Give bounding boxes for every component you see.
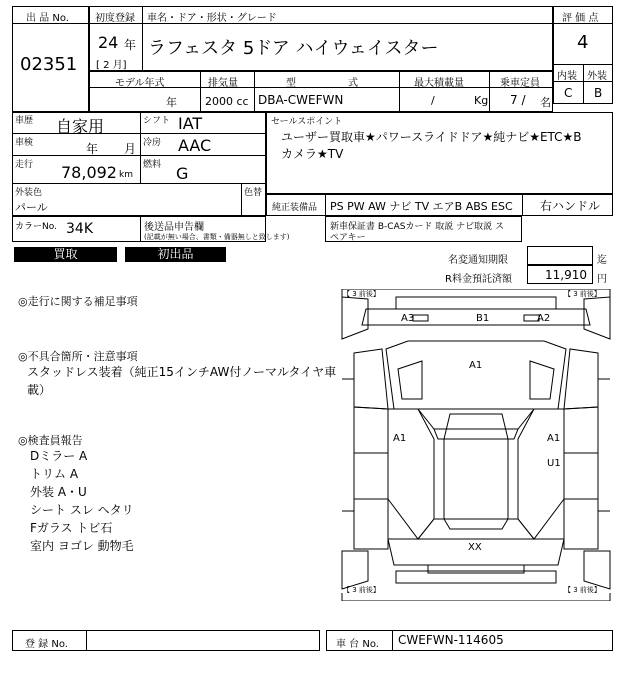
chassis-label: 車 台 No.: [336, 639, 379, 650]
car-diagram: [338, 289, 614, 601]
defect-text-1: スタッドレス装着（純正15インチAW付ノーマルタイヤ車: [27, 365, 337, 379]
first-reg-month: [ 2 月]: [96, 60, 127, 71]
corner-label-br: 【 3 前後】: [564, 586, 601, 594]
equip-label: 純正装備品: [272, 203, 318, 213]
history: 自家用: [56, 117, 105, 136]
handle: 右ハンドル: [540, 199, 601, 213]
lot-label: 出 品 No.: [26, 13, 69, 24]
corner-label-bl: 【 3 前後】: [343, 586, 380, 594]
exterior-label: 外装: [587, 71, 607, 82]
displacement-label: 排気量: [208, 78, 238, 89]
sales-label: セールスポイント: [271, 117, 343, 127]
model-year-label: モデル年式: [115, 78, 165, 89]
damage-u1-right: U1: [547, 458, 561, 469]
deadline-unit: 迄: [597, 255, 607, 266]
inspection-label: 車検: [15, 138, 34, 148]
reg-no-label: 登 録 No.: [25, 639, 68, 650]
mileage-unit: km: [119, 170, 133, 180]
first-reg-year: 24: [98, 33, 119, 52]
warranty-label-2: ペアキー: [330, 233, 366, 243]
color: パール: [15, 201, 48, 214]
type-label-2: 式: [348, 78, 358, 89]
inspection-month: 月: [124, 142, 137, 156]
damage-a2: A2: [537, 313, 551, 324]
buy-tag: 買取: [14, 247, 117, 262]
mileage: 78,092: [61, 163, 117, 182]
inspector-item-3: 外装 A・U: [30, 485, 87, 499]
color-no-label: カラーNo.: [15, 222, 57, 232]
color-no: 34K: [66, 221, 93, 237]
first-reg-label: 初度登録: [95, 13, 135, 24]
exterior-grade: B: [594, 86, 603, 100]
shift: IAT: [178, 114, 203, 133]
car-name: ラフェスタ 5ドア ハイウェイスター: [148, 38, 439, 59]
model-year-unit: 年: [166, 96, 177, 109]
repaint-label: 色替: [244, 188, 263, 198]
aircon: AAC: [178, 136, 212, 155]
corner-label-tr: 【 3 前後】: [564, 290, 601, 298]
deadline-label: 名変通知期限: [448, 255, 508, 266]
damage-a1-right: A1: [547, 433, 561, 444]
damage-b1: B1: [476, 313, 490, 324]
recycle-label: R料金預託済額: [445, 274, 512, 285]
damage-xx: XX: [468, 542, 482, 553]
equip: PS PW AW ナビ TV エアB ABS ESC: [330, 200, 513, 213]
corner-label-tl: 【 3 前後】: [343, 290, 380, 298]
first-listing-tag: 初出品: [125, 247, 226, 262]
color-label: 外装色: [15, 188, 43, 198]
inspector-item-2: トリム A: [30, 467, 79, 481]
year-unit: 年: [124, 38, 137, 52]
recycle-amount: 11,910: [545, 268, 587, 282]
inspection-year: 年: [86, 142, 99, 156]
after-delivery-label: 後送品申告欄: [144, 222, 204, 233]
damage-a3: A3: [401, 313, 415, 324]
warranty-label: 新車保証書 B-CASカード 取説 ナビ取説 ス: [330, 222, 505, 232]
capacity-unit: 名: [540, 96, 551, 109]
interior-grade: C: [564, 86, 573, 100]
specs-box: [12, 112, 266, 216]
aircon-label: 冷房: [143, 138, 162, 148]
chassis-no: CWEFWN-114605: [398, 633, 504, 647]
max-load-slash: /: [431, 94, 435, 107]
mileage-label: 走行: [15, 160, 34, 170]
damage-a1-hood: A1: [469, 360, 483, 371]
interior-label: 内装: [557, 71, 577, 82]
after-delivery-note: (記載が無い場合、書類・備器無しと致します): [144, 233, 290, 241]
recycle-unit: 円: [597, 274, 607, 285]
capacity-label: 乗車定員: [500, 78, 540, 89]
shift-label: シフト: [143, 116, 171, 126]
damage-a1-left: A1: [393, 433, 407, 444]
defect-text-2: 載）: [27, 383, 52, 397]
running-notes-label: ◎走行に関する補足事項: [18, 295, 138, 308]
car-name-label: 車名・ドア・形状・グレード: [147, 13, 277, 24]
type-label: 型: [286, 78, 296, 89]
sales-text-2: カメラ★TV: [281, 147, 344, 161]
score: 4: [577, 32, 589, 53]
displacement: 2000 cc: [205, 95, 249, 108]
inspector-item-5: Fガラス トビ石: [30, 521, 113, 535]
inspector-label: ◎検査員報告: [18, 434, 83, 447]
score-label: 評 価 点: [562, 13, 599, 24]
max-load-label: 最大積載量: [414, 78, 464, 89]
inspector-item-1: Dミラー A: [30, 449, 88, 463]
deadline-box: [527, 246, 593, 265]
type-code: DBA-CWEFWN: [258, 93, 344, 107]
lot-number: 02351: [20, 54, 78, 75]
defect-notes-label: ◎不具合箇所・注意事項: [18, 350, 138, 363]
fuel-label: 燃料: [143, 160, 162, 170]
max-load-unit: Kg: [474, 94, 489, 107]
history-label: 車歴: [15, 116, 34, 126]
fuel: G: [176, 164, 189, 183]
inspector-item-6: 室内 ヨゴレ 動物毛: [30, 539, 134, 553]
capacity: 7 /: [510, 93, 526, 107]
inspector-item-4: シート スレ ヘタリ: [30, 503, 134, 517]
sales-text-1: ユーザー買取車★パワースライドドア★純ナビ★ETC★B: [281, 130, 582, 144]
